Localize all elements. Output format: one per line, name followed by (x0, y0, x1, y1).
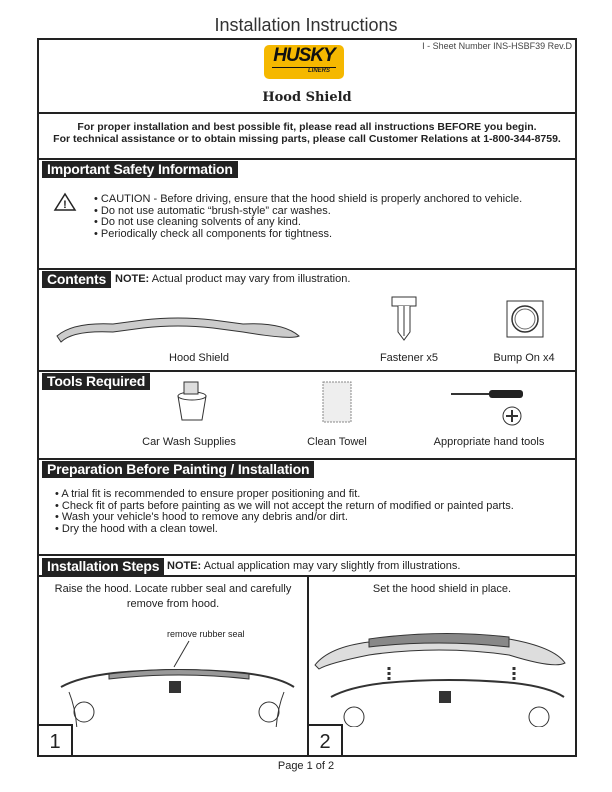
prep-item: • Wash your vehicle's hood to remove any debris and/or dirt. (55, 512, 514, 524)
notice: For proper installation and best possible fit, please read all instructions BEFORE you begin. For technical assistance or to obtain missing parts, please call Customer Relations at 1-800-344-8759. (53, 121, 561, 145)
step-panel-2 (309, 577, 575, 757)
steps-note: NOTE: Actual application may vary slightly from illustrations. (167, 560, 461, 572)
section-header-tools: Tools Required (42, 373, 150, 390)
husky-logo: HUSKY LINERS (264, 45, 344, 79)
section-header-contents: Contents (42, 271, 111, 288)
product-name: Hood Shield (262, 90, 352, 105)
bucket-icon (172, 378, 212, 424)
step-number: 1 (39, 724, 73, 757)
prep-item: • Dry the hood with a clean towel. (55, 524, 514, 536)
instruction-sheet (37, 38, 577, 757)
contents-item-label: Bump On x4 (493, 352, 555, 364)
contents-note: NOTE: Actual product may vary from illustration. (115, 273, 351, 285)
hood-illustration (39, 637, 307, 727)
safety-item: • Periodically check all components for tightness. (94, 229, 522, 241)
hood-shield-illustration (53, 314, 303, 344)
towel-icon (321, 380, 353, 424)
tool-label: Car Wash Supplies (142, 436, 236, 448)
hood-shield-placement-illustration (309, 607, 575, 727)
contents-item-label: Hood Shield (169, 352, 229, 364)
sheet-number: I - Sheet Number INS-HSBF39 Rev.D (422, 41, 572, 51)
tool-label: Clean Towel (307, 436, 367, 448)
document-title: Installation Instructions (214, 15, 398, 35)
section-header-safety: Important Safety Information (42, 161, 238, 178)
bump-on-illustration (506, 300, 544, 338)
step-number: 2 (309, 724, 343, 757)
step-text: Set the hood shield in place. (372, 583, 512, 595)
fastener-illustration (389, 294, 419, 344)
safety-list (94, 194, 522, 240)
page-number: Page 1 of 2 (277, 760, 335, 772)
step-callout: remove rubber seal (167, 629, 245, 639)
warning-icon (53, 192, 77, 212)
contents-item-label: Fastener x5 (379, 352, 439, 364)
prep-item: • A trial fit is recommended to ensure proper positioning and fit. (55, 489, 514, 501)
prep-item: • Check fit of parts before painting as we will not accept the return of modified or painted parts. (55, 501, 514, 513)
screwdriver-icon (449, 386, 529, 426)
section-header-installation: Installation Steps (42, 558, 164, 575)
preparation-list (55, 489, 514, 535)
safety-item: • CAUTION - Before driving, ensure that the hood shield is properly anchored to vehicle. (94, 194, 522, 206)
tool-label: Appropriate hand tools (433, 436, 545, 448)
safety-item: • Do not use automatic “brush-style” car washes. (94, 206, 522, 218)
step-panel-1 (39, 577, 307, 757)
safety-item: • Do not use cleaning solvents of any kind. (94, 217, 522, 229)
step-text: Raise the hood. Locate rubber seal and carefully remove from hood. (54, 583, 292, 610)
section-header-preparation: Preparation Before Painting / Installation (42, 461, 314, 478)
svg-text:!: ! (63, 199, 67, 211)
